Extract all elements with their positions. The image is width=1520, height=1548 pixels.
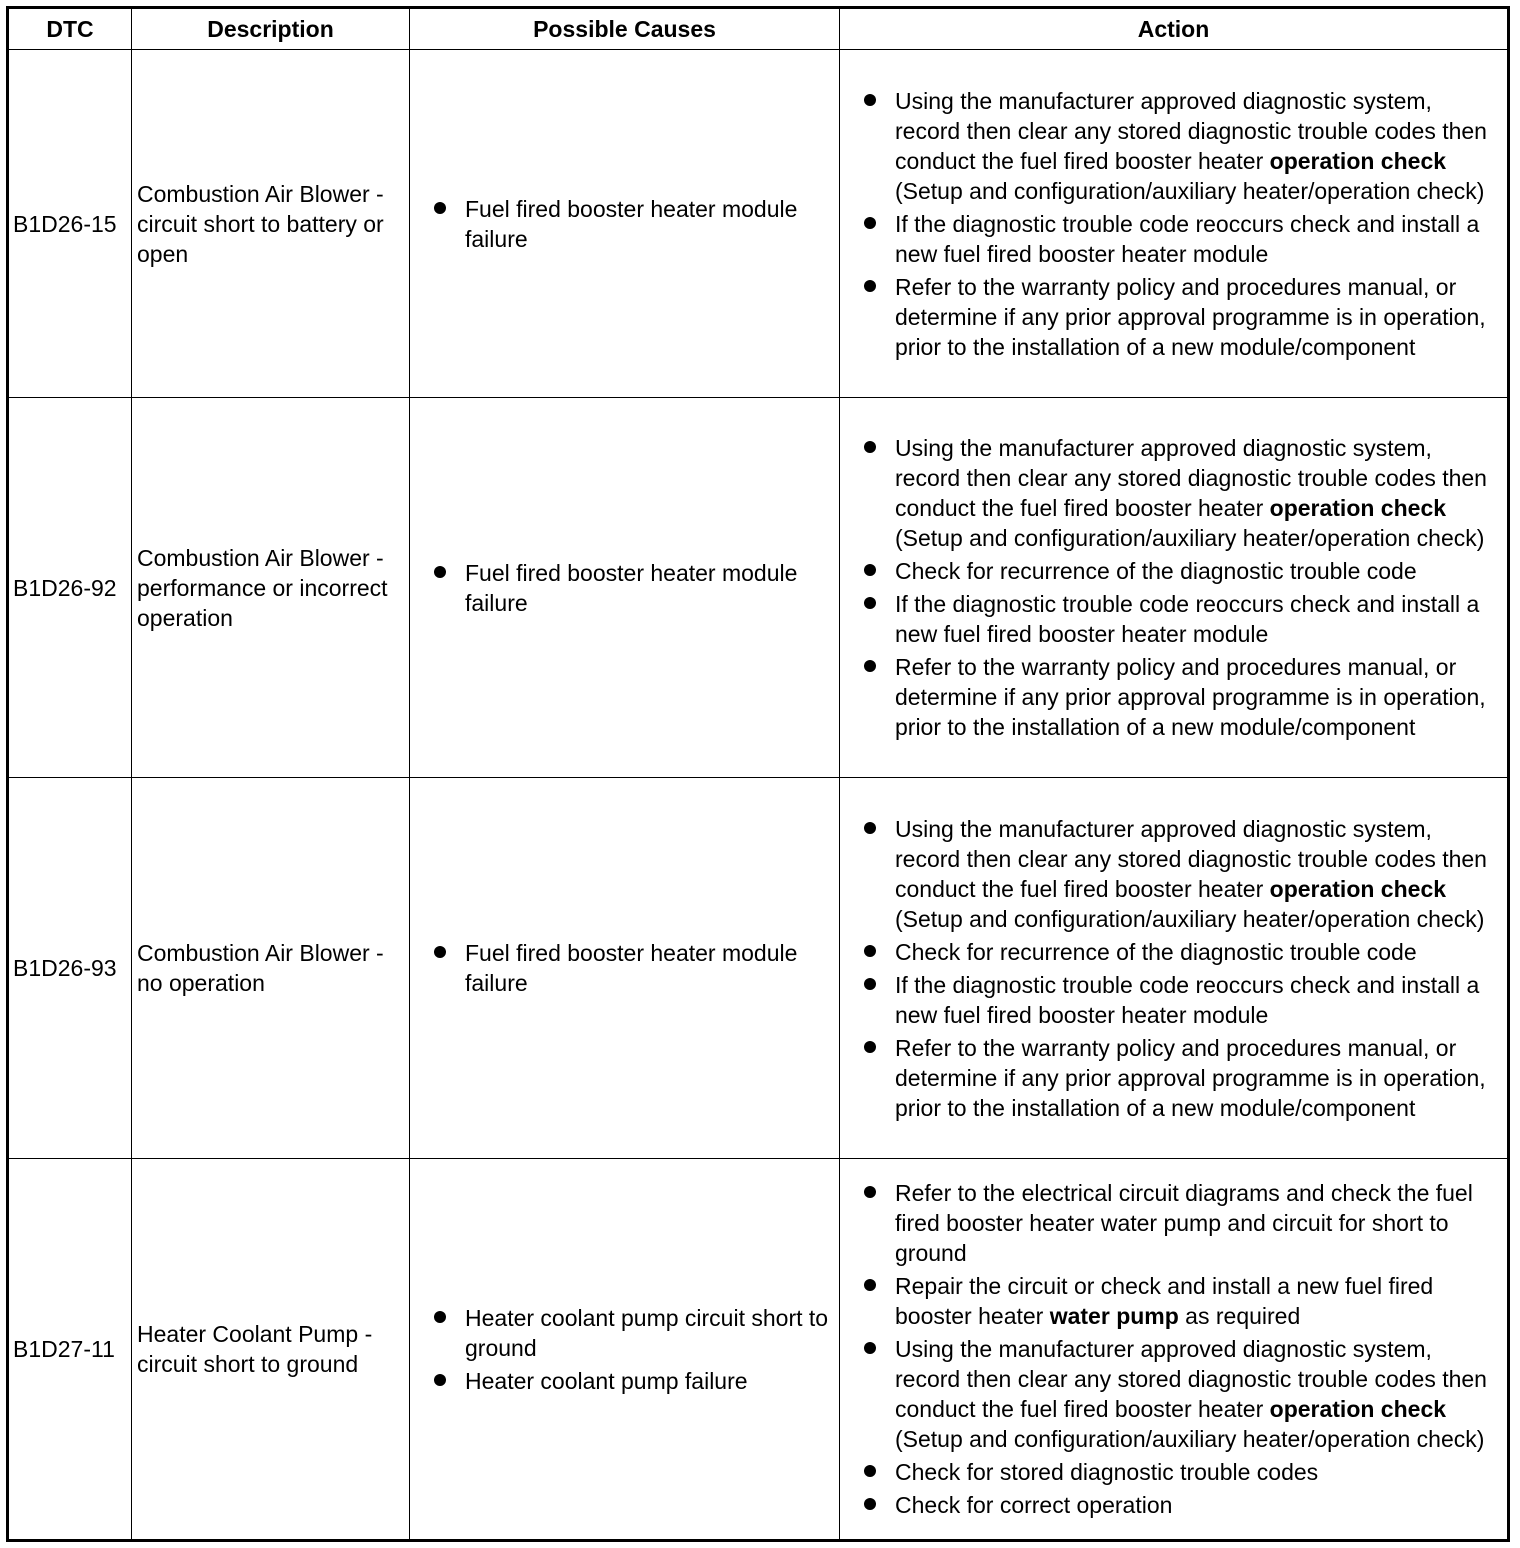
header-description: Description: [132, 8, 410, 50]
action-text: Refer to the warranty policy and procedures manual, or determine if any prior approval programme is in operation, prior to the installation of a new module/component: [895, 273, 1486, 360]
actions-list: [860, 1178, 1489, 1520]
action-item: [860, 970, 1489, 1030]
possible-causes-cell: [410, 398, 840, 778]
action-text-suffix: (Setup and configuration/auxiliary heater/operation check): [895, 177, 1485, 204]
action-item: [860, 272, 1489, 362]
table-row: [8, 1159, 1509, 1541]
action-item: [860, 433, 1489, 553]
action-text-suffix: (Setup and configuration/auxiliary heater/operation check): [895, 905, 1485, 932]
cause-item: Fuel fired booster heater module failure: [430, 938, 835, 998]
description-cell: Combustion Air Blower - circuit short to battery or open: [132, 50, 410, 398]
action-text: Check for recurrence of the diagnostic trouble code: [895, 938, 1417, 965]
action-item: [860, 1178, 1489, 1268]
action-text: Check for stored diagnostic trouble codes: [895, 1459, 1319, 1485]
action-text: If the diagnostic trouble code reoccurs check and install a new fuel fired booster heater module: [895, 210, 1480, 267]
causes-list: [430, 1303, 835, 1396]
action-text: Using the manufacturer approved diagnostic system, record then clear any stored diagnostic trouble codes then conduct the fuel fired booster heater: [895, 1336, 1487, 1422]
action-cell: [840, 398, 1509, 778]
description-cell: Heater Coolant Pump - circuit short to ground: [132, 1159, 410, 1541]
action-text: Using the manufacturer approved diagnostic system, record then clear any stored diagnostic trouble codes then conduct the fuel fired booster heater: [895, 87, 1487, 174]
header-possible-causes: Possible Causes: [410, 8, 840, 50]
causes-list: [430, 558, 835, 618]
action-emphasis: operation check: [1269, 495, 1447, 521]
action-item: [860, 209, 1489, 269]
causes-list: [430, 938, 835, 998]
action-cell: [840, 1159, 1509, 1541]
table-row: [8, 778, 1509, 1159]
table-row: [8, 398, 1509, 778]
description-cell: Combustion Air Blower - performance or incorrect operation: [132, 398, 410, 778]
action-item: [860, 814, 1489, 934]
action-text: Repair the circuit or check and install a new fuel fired booster heater: [895, 1273, 1434, 1329]
actions-list: [860, 433, 1489, 742]
action-cell: [840, 778, 1509, 1159]
action-emphasis: water pump: [1049, 1303, 1179, 1329]
action-text-suffix: (Setup and configuration/auxiliary heater/operation check): [895, 525, 1485, 551]
action-emphasis: operation check: [1269, 875, 1447, 902]
action-text-suffix: (Setup and configuration/auxiliary heater/operation check): [895, 1426, 1485, 1452]
possible-causes-cell: [410, 778, 840, 1159]
action-text: If the diagnostic trouble code reoccurs check and install a new fuel fired booster heater module: [895, 591, 1480, 647]
dtc-table: [6, 6, 1510, 1542]
action-item: [860, 589, 1489, 649]
action-cell: [840, 50, 1509, 398]
action-text: Refer to the warranty policy and procedures manual, or determine if any prior approval programme is in operation, prior to the installation of a new module/component: [895, 1034, 1486, 1121]
header-action: Action: [840, 8, 1509, 50]
action-item: [860, 1271, 1489, 1331]
action-text: Using the manufacturer approved diagnostic system, record then clear any stored diagnostic trouble codes then conduct the fuel fired booster heater: [895, 815, 1487, 902]
action-text: Check for recurrence of the diagnostic trouble code: [895, 558, 1417, 584]
action-emphasis: operation check: [1269, 147, 1447, 174]
action-emphasis: operation check: [1269, 1396, 1447, 1422]
action-item: [860, 556, 1489, 586]
possible-causes-cell: [410, 1159, 840, 1541]
action-text: Check for correct operation: [895, 1492, 1173, 1518]
dtc-code-cell: B1D26-92: [8, 398, 132, 778]
table-row: [8, 50, 1509, 398]
cause-item: Heater coolant pump circuit short to ground: [430, 1303, 835, 1363]
action-item: [860, 1490, 1489, 1520]
cause-item: Heater coolant pump failure: [430, 1366, 835, 1396]
actions-list: [860, 86, 1489, 362]
description-cell: Combustion Air Blower - no operation: [132, 778, 410, 1159]
actions-list: [860, 814, 1489, 1123]
causes-list: [430, 194, 835, 254]
action-item: [860, 652, 1489, 742]
action-item: [860, 1033, 1489, 1123]
action-text: If the diagnostic trouble code reoccurs check and install a new fuel fired booster heater module: [895, 971, 1480, 1028]
action-item: [860, 1457, 1489, 1487]
action-text: Refer to the electrical circuit diagrams and check the fuel fired booster heater water pump and circuit for short to ground: [895, 1180, 1473, 1266]
header-row: [8, 8, 1509, 50]
cause-item: Fuel fired booster heater module failure: [430, 194, 835, 254]
action-text: Using the manufacturer approved diagnostic system, record then clear any stored diagnostic trouble codes then conduct the fuel fired booster heater: [895, 435, 1487, 521]
action-text-suffix: as required: [1178, 1303, 1301, 1329]
table-body: [8, 50, 1509, 1541]
action-item: [860, 937, 1489, 967]
dtc-code-cell: B1D26-15: [8, 50, 132, 398]
header-dtc: DTC: [8, 8, 132, 50]
cause-item: Fuel fired booster heater module failure: [430, 558, 835, 618]
dtc-code-cell: B1D27-11: [8, 1159, 132, 1541]
action-item: [860, 86, 1489, 206]
dtc-code-cell: B1D26-93: [8, 778, 132, 1159]
action-item: [860, 1334, 1489, 1454]
possible-causes-cell: [410, 50, 840, 398]
action-text: Refer to the warranty policy and procedures manual, or determine if any prior approval programme is in operation, prior to the installation of a new module/component: [895, 654, 1486, 740]
